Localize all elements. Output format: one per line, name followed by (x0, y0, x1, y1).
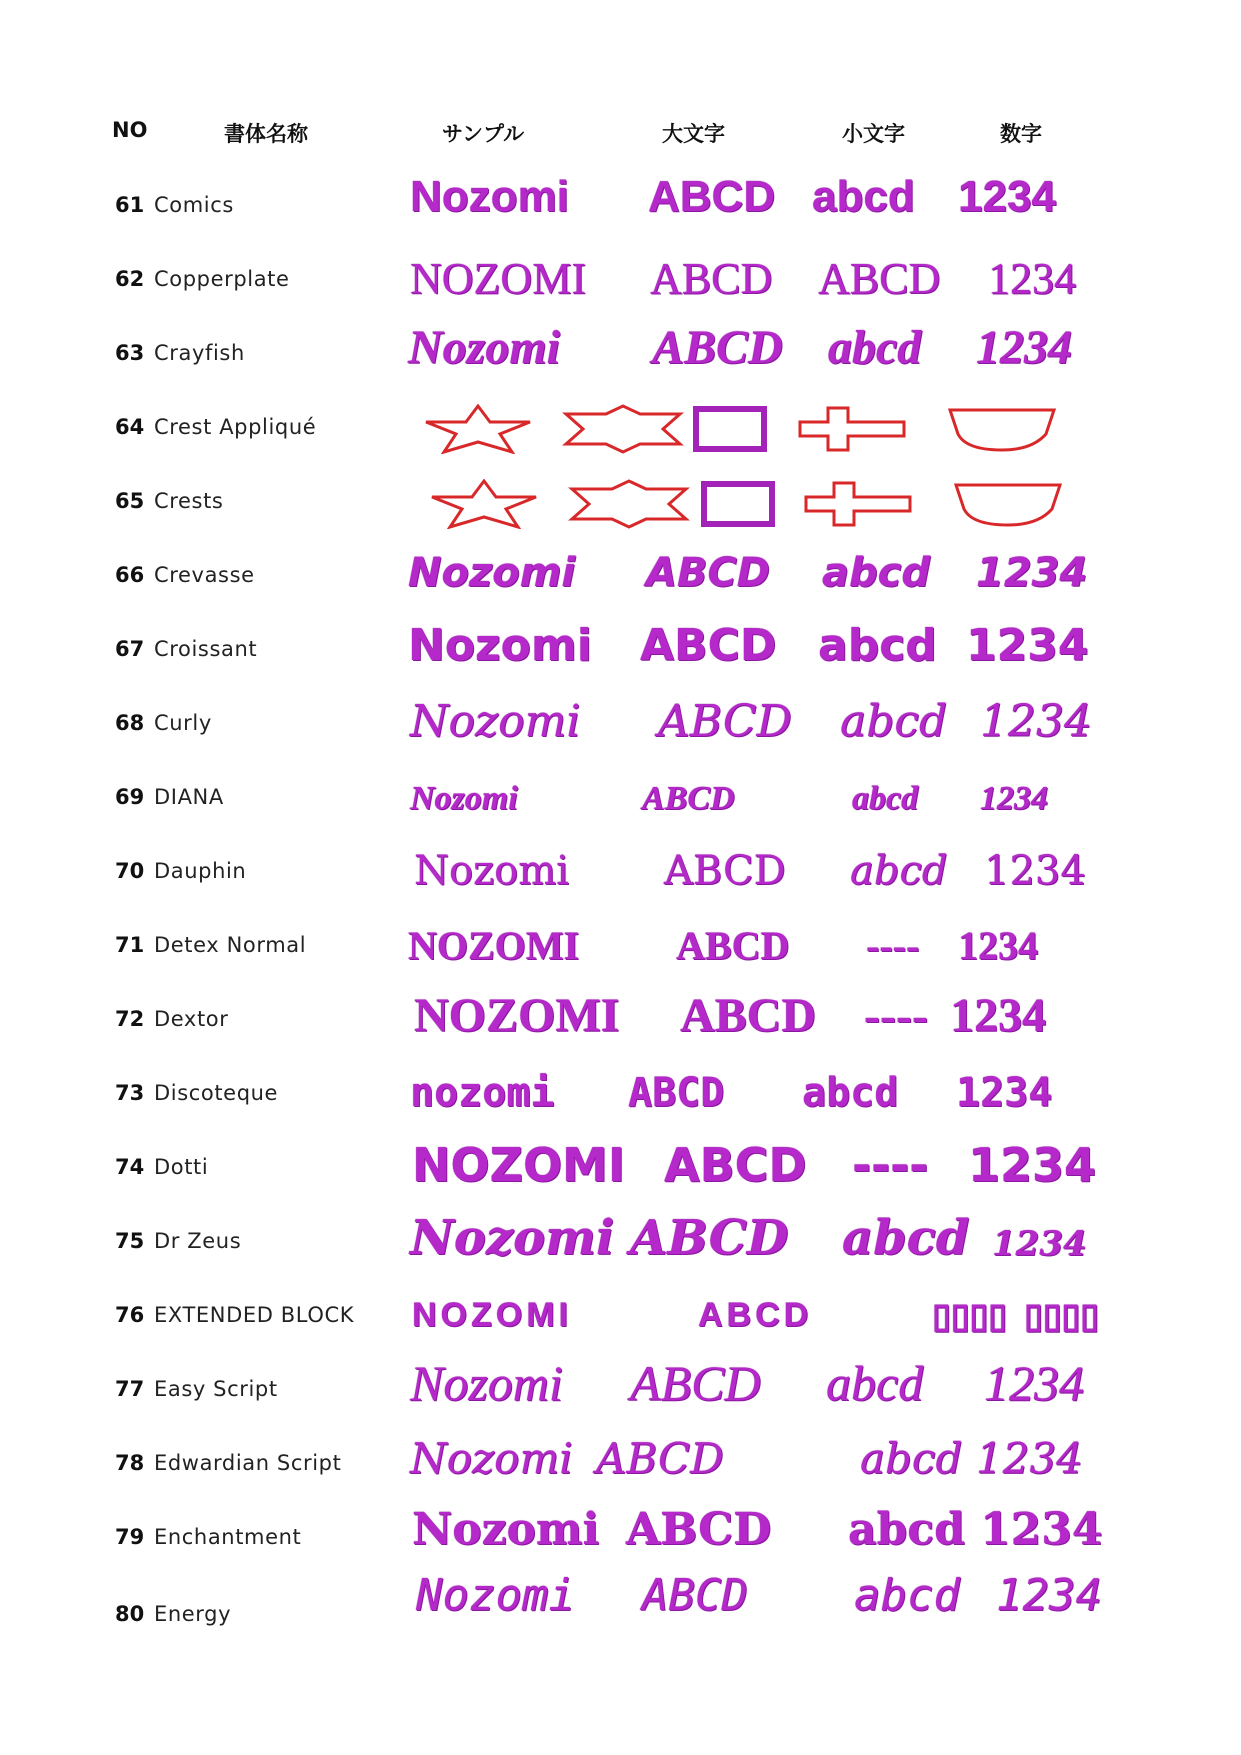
sample-upper: ABCD (646, 550, 771, 596)
font-row (0, 388, 1241, 462)
sample-upper: ABCD (664, 848, 786, 894)
cross-shape (806, 483, 910, 525)
font-name: Dauphin (154, 859, 247, 883)
sample-word: Nozomi (408, 620, 592, 671)
font-number: 71 (115, 933, 145, 957)
sample-word: Nozomi (416, 1570, 575, 1621)
font-number: 66 (115, 563, 145, 587)
sample-digits: 1234 (966, 620, 1089, 671)
header-lowercase: 小文字 (842, 122, 905, 146)
sample-upper: ABCD (630, 1355, 761, 1411)
sample-digits: 1234 (996, 1570, 1102, 1621)
cross-shape (800, 408, 904, 450)
font-name: Edwardian Script (154, 1451, 342, 1475)
font-row (0, 240, 1241, 314)
sample-word: Nozomi (410, 780, 518, 817)
sample-digits: 1234 (988, 254, 1076, 303)
sample-word: NOZOMI (408, 923, 580, 968)
hexagram-shape (566, 406, 680, 452)
header-font-name: 書体名称 (224, 122, 308, 146)
sample-upper: ABCD (628, 1070, 725, 1116)
sample-lower: abcd (822, 550, 930, 596)
font-row (0, 1202, 1241, 1276)
font-row (0, 314, 1241, 388)
sample-digits: 1234 (976, 550, 1088, 596)
sample-upper: ABCD (676, 923, 790, 968)
sample-digits: 1234 (980, 696, 1092, 747)
font-row (0, 1350, 1241, 1424)
sample-upper: ABCD (596, 1434, 724, 1483)
sample-lower: abcd (852, 780, 919, 817)
sample-lower: abcd (828, 321, 922, 374)
sample-lower: abcd (842, 1210, 970, 1266)
font-row (0, 1276, 1241, 1350)
header-uppercase: 大文字 (662, 122, 725, 146)
font-name: DIANA (154, 785, 224, 809)
sample-upper: ABCD (664, 1138, 807, 1192)
font-name: Dextor (154, 1007, 229, 1031)
font-row (0, 684, 1241, 758)
font-number: 67 (115, 637, 145, 661)
font-name: Crests (154, 489, 224, 513)
font-row (0, 980, 1241, 1054)
sample-lower: abcd (848, 1504, 965, 1555)
crest-shapes (424, 479, 1084, 529)
sample-lower: abcd (818, 620, 937, 671)
font-name: Energy (154, 1602, 232, 1626)
star-shape (426, 406, 530, 452)
font-number: 64 (115, 415, 145, 439)
font-row (0, 536, 1241, 610)
font-row (0, 462, 1241, 536)
sample-digits: 1234 (956, 1070, 1053, 1116)
font-name: EXTENDED BLOCK (154, 1303, 355, 1327)
sample-word: Nozomi (410, 172, 569, 221)
sample-upper: ABCD (648, 172, 776, 221)
font-number: 70 (115, 859, 145, 883)
sample-upper: ABCD (652, 321, 783, 374)
sample-word: NOZOMI (414, 989, 620, 1042)
sample-upper: ABCD (658, 696, 792, 747)
star-shape (432, 481, 536, 527)
rectangle-shape (704, 484, 772, 524)
sample-word: Nozomi (410, 1210, 615, 1266)
sample-upper: ABCD (626, 1504, 772, 1555)
sample-upper: ABCD (642, 1570, 748, 1621)
sample-digits: ▯▯▯▯ (1024, 1297, 1099, 1335)
font-row (0, 1572, 1241, 1646)
sample-word: Nozomi (412, 1504, 600, 1555)
font-number: 69 (115, 785, 145, 809)
font-number: 77 (115, 1377, 145, 1401)
sample-digits: 1234 (968, 1138, 1097, 1192)
sample-word: Nozomi (408, 550, 576, 596)
font-name: Curly (154, 711, 212, 735)
font-name: Dr Zeus (154, 1229, 242, 1253)
shield-shape (950, 410, 1054, 450)
font-name: Crayfish (154, 341, 245, 365)
sample-lower: ▯▯▯▯ (932, 1297, 1007, 1335)
font-number: 61 (115, 193, 145, 217)
font-row (0, 1054, 1241, 1128)
crest-shapes (418, 404, 1078, 454)
font-number: 62 (115, 267, 145, 291)
sample-word: Nozomi (410, 1355, 563, 1411)
rectangle-shape (696, 409, 764, 449)
sample-word: nozomi (410, 1070, 555, 1116)
sample-digits: 1234 (980, 1504, 1103, 1555)
sample-upper: ABCD (698, 1296, 813, 1334)
font-number: 72 (115, 1007, 145, 1031)
sample-word: Nozomi (410, 1434, 573, 1483)
font-name: Easy Script (154, 1377, 278, 1401)
sample-upper: ABCD (630, 1210, 789, 1266)
shield-shape (956, 485, 1060, 525)
font-number: 76 (115, 1303, 145, 1327)
sample-digits: 1234 (984, 1355, 1084, 1411)
sample-upper: ABCD (650, 254, 773, 303)
sample-digits: 1234 (976, 321, 1072, 374)
font-row (0, 832, 1241, 906)
font-number: 75 (115, 1229, 145, 1253)
sample-lower: abcd (826, 1355, 924, 1411)
font-row (0, 1128, 1241, 1202)
font-row (0, 166, 1241, 240)
font-name: Dotti (154, 1155, 209, 1179)
font-number: 80 (115, 1602, 145, 1626)
sample-digits: 1234 (958, 172, 1056, 221)
sample-digits: 1234 (980, 780, 1048, 817)
font-name: Croissant (154, 637, 258, 661)
font-name: Detex Normal (154, 933, 307, 957)
font-name: Crevasse (154, 563, 255, 587)
font-row (0, 610, 1241, 684)
sample-lower: abcd (854, 1570, 960, 1621)
font-number: 79 (115, 1525, 145, 1549)
font-name: Crest Appliqué (154, 415, 317, 439)
header-no: NO (112, 118, 148, 142)
hexagram-shape (572, 481, 686, 527)
sample-upper: ABCD (642, 780, 735, 817)
sample-digits: 1234 (992, 1224, 1087, 1264)
sample-word: NOZOMI (412, 1296, 572, 1334)
sample-word: Nozomi (414, 848, 569, 894)
sample-lower: ---- (852, 1138, 929, 1192)
sample-digits: 1234 (958, 923, 1038, 968)
sample-digits: 1234 (950, 989, 1046, 1042)
sample-lower: abcd (812, 172, 915, 221)
font-row (0, 906, 1241, 980)
sample-upper: ABCD (680, 989, 817, 1042)
font-name: Comics (154, 193, 234, 217)
font-name: Enchantment (154, 1525, 302, 1549)
font-row (0, 1498, 1241, 1572)
sample-digits: 1234 (984, 848, 1086, 894)
header-sample: サンプル (442, 122, 525, 146)
font-number: 68 (115, 711, 145, 735)
sample-upper: ABCD (640, 620, 777, 671)
font-number: 63 (115, 341, 145, 365)
sample-lower: ---- (866, 923, 920, 968)
font-number: 78 (115, 1451, 145, 1475)
sample-word: Nozomi (408, 321, 561, 374)
font-row (0, 758, 1241, 832)
sample-lower: ---- (864, 989, 928, 1042)
font-number: 65 (115, 489, 145, 513)
sample-word: Nozomi (410, 696, 581, 747)
header-digits: 数字 (1000, 122, 1042, 146)
sample-lower: abcd (850, 848, 948, 894)
font-row (0, 1424, 1241, 1498)
sample-lower: abcd (860, 1434, 963, 1483)
sample-word: NOZOMI (412, 1138, 625, 1192)
sample-word: NOZOMI (410, 254, 586, 303)
font-name: Copperplate (154, 267, 290, 291)
sample-lower: abcd (802, 1070, 899, 1116)
font-name: Discoteque (154, 1081, 279, 1105)
sample-lower: abcd (840, 696, 948, 747)
font-number: 74 (115, 1155, 145, 1179)
sample-lower: ABCD (818, 254, 941, 303)
sample-digits: 1234 (976, 1434, 1083, 1483)
font-number: 73 (115, 1081, 145, 1105)
